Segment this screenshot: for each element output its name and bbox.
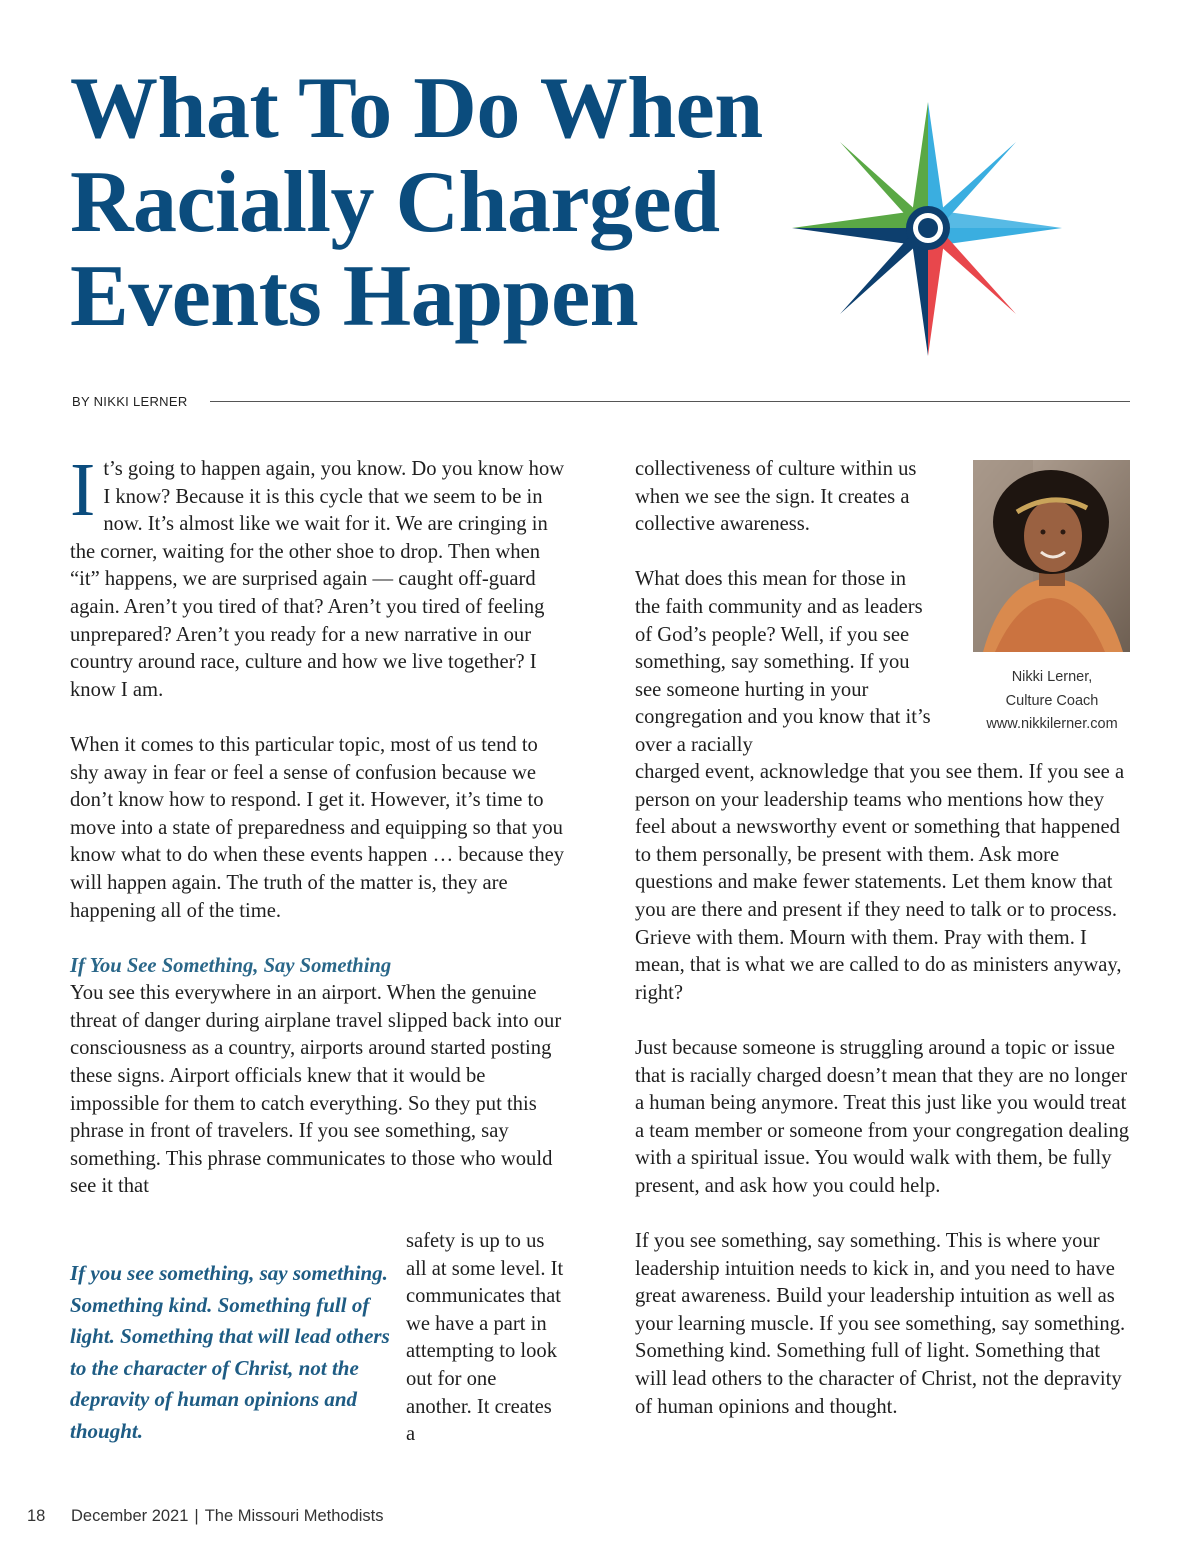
right-column-wide bbox=[635, 759, 1135, 1421]
section-subhead: If You See Something, Say Something bbox=[70, 954, 392, 977]
publication-name: The Missouri Methodists bbox=[204, 1507, 384, 1525]
right-paragraph-3: Just because someone is struggling around a topic or issue that is racially charged doesn’t mean that they are no longer a human being anymore. Treat this just like you would treat a team member or someone from your congregation dealing with a spiritual issue. You would walk with them, be fully present, and ask how you could help. bbox=[635, 1036, 1130, 1197]
divider-rule bbox=[210, 401, 1130, 402]
right-paragraph-2-end: charged event, acknowledge that you see them. If you see a person on your leadership teams who mentions how they feel about a newsworthy event or something that happened to them personally, be present with them. Ask more questions and make fewer statements. Let them know that you are there and present if they need to talk or to process. Grieve with them. Mourn with them. Pray with them. I mean, that is what we are called to do as ministers anyway, right? bbox=[635, 761, 1125, 1004]
right-paragraph-1: collectiveness of culture within us when we see the sign. It creates a collective awareness. bbox=[635, 458, 917, 536]
left-column bbox=[70, 448, 570, 1201]
left-column-continued bbox=[406, 1228, 566, 1449]
caption-name: Nikki Lerner, bbox=[1011, 669, 1093, 685]
article-title bbox=[70, 62, 870, 344]
issue-date: December 2021 bbox=[71, 1507, 189, 1525]
drop-cap: I bbox=[70, 448, 96, 532]
compass-rose-icon bbox=[788, 96, 1068, 360]
page-footer bbox=[27, 1507, 384, 1526]
caption-website: www.nikkilerner.com bbox=[986, 716, 1118, 732]
footer-separator: | bbox=[194, 1507, 199, 1525]
title-line-3: Events Happen bbox=[70, 248, 639, 345]
body-paragraph-3-continued: safety is up to us all at some level. It communicates that we have a part in attempting to look out for one another. It creates a bbox=[406, 1230, 564, 1446]
byline: BY NIKKI LERNER bbox=[72, 393, 188, 409]
right-paragraph-2-start: What does this mean for those in the faith community and as leaders of God’s people? Well, if you see something, say something. If you see someone hurting in your congregation and you know that it’s over a racially bbox=[635, 568, 931, 756]
intro-paragraph: It’s going to happen again, you know. Do you know how I know? Because it is this cycle that we seem to be in now. It’s almost like we wait for it. We are cringing in the corner, waiting for the other shoe to drop. Then when “it” happens, we are surprised again — caught off-guard again. Aren’t you tired of that? Aren’t you tired of feeling unprepared? Aren’t you ready for a new narrative in our country around race, culture and how we live together? I know I am. bbox=[70, 448, 565, 701]
caption-role: Culture Coach bbox=[1005, 692, 1099, 709]
right-paragraph-4: If you see something, say something. This is where your leadership intuition needs to kick in, and you need to have great awareness. Build your leadership intuition as well as your learning muscle. If you see something, say something. Something kind. Something full of light. Something that will lead others to the character of Christ, not the depravity of human opinions and thought. bbox=[635, 1230, 1126, 1418]
title-line-1: What To Do When bbox=[70, 60, 763, 157]
pull-quote: If you see something, say something. Something kind. Something full of light. Something that will lead others to the character of Christ, not the depravity of human opinions and thought. bbox=[70, 1261, 390, 1443]
right-column-narrow bbox=[635, 456, 935, 760]
title-line-2: Racially Charged bbox=[70, 154, 720, 251]
photo-caption bbox=[968, 666, 1136, 737]
author-portrait bbox=[973, 460, 1130, 652]
page-number: 18 bbox=[27, 1507, 46, 1525]
byline-row bbox=[72, 392, 1130, 410]
body-paragraph-2: When it comes to this particular topic, most of us tend to shy away in fear or feel a sense of confusion because we don’t know how to respond. I get it. However, it’s time to move into a state of preparedness and equipping so that you know what to do when these events happen … because they will happen again. The truth of the matter is, they are happening all of the time. bbox=[70, 733, 565, 922]
body-paragraph-3: You see this everywhere in an airport. When the genuine threat of danger during airplane travel slipped back into our consciousness as a country, airports around started posting these signs. Airport officials knew that it would be impossible for them to catch everything. So they put this phrase in front of travelers. If you see something, say something. This phrase communicates to those who would see it that bbox=[70, 982, 562, 1198]
